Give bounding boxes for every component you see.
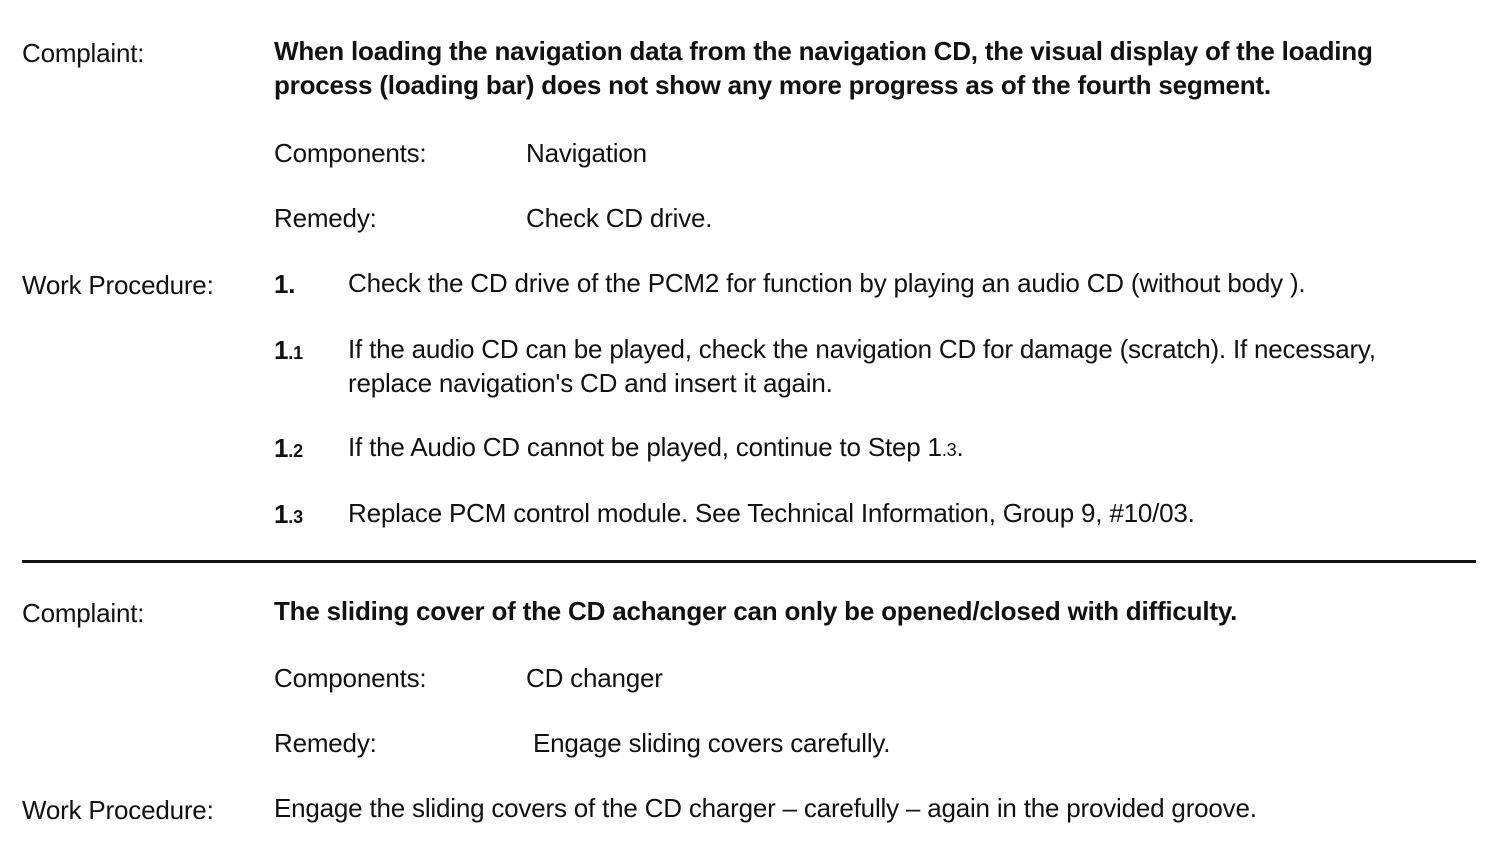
step-number bbox=[274, 267, 295, 301]
work-procedure-text: Engage the sliding covers of the CD charger – carefully – again in the provided groove. bbox=[274, 793, 1257, 823]
step-text-after: . bbox=[956, 432, 964, 462]
remedy-label: Remedy: bbox=[274, 203, 377, 233]
components-label: Components: bbox=[274, 138, 427, 168]
step-number bbox=[274, 431, 303, 468]
step-number-main: 1 bbox=[274, 269, 289, 299]
step-text bbox=[348, 430, 963, 467]
step-number-sub: .1 bbox=[288, 343, 303, 363]
components-label: Components: bbox=[274, 663, 427, 693]
step-number-main: 1 bbox=[274, 433, 289, 463]
complaint-label: Complaint: bbox=[22, 38, 145, 68]
section-divider bbox=[22, 560, 1476, 563]
remedy-label: Remedy: bbox=[274, 728, 377, 758]
step-text: Replace PCM control module. See Technical Information, Group 9, #10/03. bbox=[348, 498, 1195, 528]
complaint-text: When loading the navigation data from the navigation CD, the visual display of the loading process (loading bar) does not show any more progress as of the fourth segment. bbox=[274, 36, 1373, 100]
step-ref-main: 1 bbox=[927, 432, 942, 462]
step-number-main: 1 bbox=[274, 335, 289, 365]
components-value: Navigation bbox=[526, 138, 647, 168]
remedy-value: Check CD drive. bbox=[526, 203, 713, 233]
step-number bbox=[274, 497, 303, 534]
step-text: If the audio CD can be played, check the navigation CD for damage (scratch). If necessary, replace navigation's CD and insert it again. bbox=[348, 334, 1376, 398]
step-number-sub: . bbox=[288, 269, 296, 299]
step-ref-sub: .3 bbox=[941, 440, 957, 460]
step-number bbox=[274, 333, 303, 370]
step-text-before: If the Audio CD cannot be played, continue to Step bbox=[348, 432, 928, 462]
remedy-value: Engage sliding covers carefully. bbox=[533, 728, 891, 758]
work-procedure-label: Work Procedure: bbox=[22, 795, 214, 825]
step-text: Check the CD drive of the PCM2 for function by playing an audio CD (without body ). bbox=[348, 268, 1306, 298]
step-number-sub: .3 bbox=[288, 507, 303, 527]
step-number-sub: .2 bbox=[288, 441, 303, 461]
components-value: CD changer bbox=[526, 663, 663, 693]
work-procedure-label: Work Procedure: bbox=[22, 270, 214, 300]
complaint-label: Complaint: bbox=[22, 598, 145, 628]
complaint-text: The sliding cover of the CD achanger can only be opened/closed with difficulty. bbox=[274, 596, 1238, 626]
step-number-main: 1 bbox=[274, 499, 289, 529]
